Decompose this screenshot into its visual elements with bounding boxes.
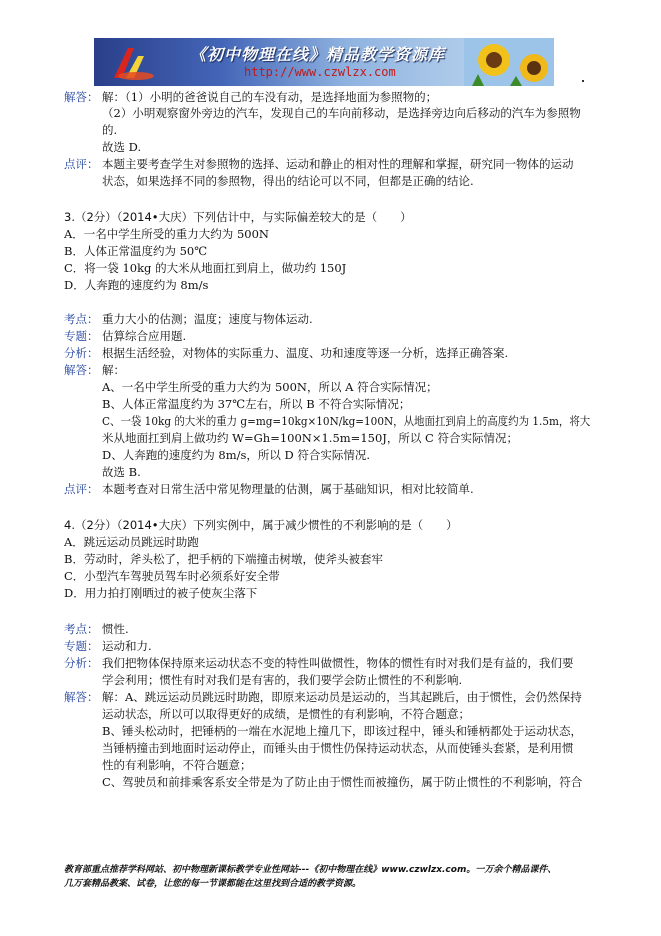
jieda-label: 解答： — [64, 690, 99, 704]
question-4-option-a: A．跳远运动员跳远时助跑 — [64, 535, 199, 549]
kaodian-text: 惯性. — [102, 622, 129, 636]
fenxi-line: 我们把物体保持原来运动状态不变的特性叫做惯性，物体的惯性有时对我们是有益的，我们要 — [102, 656, 574, 670]
jieda-line: C、驾驶员和前排乘客系安全带是为了防止由于惯性而被撞伤，属于防止惯性的不利影响，符合 — [102, 775, 583, 789]
zhuanti-label: 专题： — [64, 639, 99, 653]
jieda-line: 解：A、跳远运动员跳远时助跑，即原来运动员是运动的，当其起跳后，由于惯性，会仍然保持 — [102, 690, 582, 704]
kaodian-label: 考点： — [64, 622, 99, 636]
answer-line: 解：（1）小明的爸爸说自己的车没有动，是选择地面为参照物的； — [102, 90, 438, 104]
page-footer — [64, 863, 604, 891]
comment-line: 本题主要考查学生对参照物的选择、运动和静止的相对性的理解和掌握，研究同一物体的运动 — [102, 157, 574, 171]
answer-line: 的. — [102, 123, 118, 137]
jieda-line: D、人奔跑的速度约为 8m/s，所以 D 符合实际情况. — [102, 448, 371, 462]
fenxi-label: 分析： — [64, 656, 99, 670]
jieda-label: 解答： — [64, 363, 99, 377]
kaodian-label: 考点： — [64, 312, 99, 326]
question-3-option-d: D．人奔跑的速度约为 8m/s — [64, 278, 209, 292]
jieda-line: C、一袋 10kg 的大米的重力 g=mg=10kg×10N/kg=100N，从地面扛到肩上的高度约为 1.5m，将大 — [102, 414, 591, 428]
question-4-option-b: B．劳动时，斧头松了，把手柄的下端撞击树墩，使斧头被套牢 — [64, 552, 383, 566]
zhuanti-label: 专题： — [64, 329, 99, 343]
comment-label-prev: 点评： — [64, 157, 99, 171]
comment-line: 状态，如果选择不同的参照物，得出的结论可以不同，但都是正确的结论. — [102, 174, 474, 188]
answer-line: （2）小明观察窗外旁边的汽车，发现自己的车向前移动，是选择旁边向后移动的汽车为参照物 — [102, 106, 581, 120]
question-4-option-c: C．小型汽车驾驶员驾车时必须系好安全带 — [64, 569, 280, 583]
jieda-line: A、一名中学生所受的重力大约为 500N，所以 A 符合实际情况； — [102, 380, 438, 394]
zhuanti-text: 估算综合应用题. — [102, 329, 187, 343]
question-3-option-a: A．一名中学生所受的重力大约为 500N — [64, 227, 269, 241]
dianping-text: 本题考查对日常生活中常见物理量的估测，属于基础知识，相对比较简单. — [102, 482, 474, 496]
jieda-line: 当锤柄撞击到地面时运动停止，而锤头由于惯性仍保持运动状态，从而使锤头套紧，是利用惯 — [102, 741, 574, 755]
fenxi-line: 学会利用；惯性有时对我们是有害的，我们要学会防止惯性的不利影响. — [102, 673, 463, 687]
footer-line-1: 教育部重点推荐学科网站、初中物理新课标教学专业性网站---《初中物理在线》www.czwlzx.com。一万余个精品课件、 — [64, 865, 557, 875]
jieda-line: 故选 B. — [102, 465, 141, 479]
site-url[interactable]: http://www.czwlzx.com — [244, 65, 396, 79]
dianping-label: 点评： — [64, 482, 99, 496]
jieda-line: 运动状态，所以可以取得更好的成绩，是惯性的有利影响，不符合题意； — [102, 707, 470, 721]
question-4-stem: 4.（2分）（2014•大庆）下列实例中，属于减少惯性的不利影响的是（ ） — [64, 518, 458, 532]
fenxi-label: 分析： — [64, 346, 99, 360]
jieda-line: 米从地面扛到肩上做功约 W=Gh=100N×1.5m=150J，所以 C 符合实际情况； — [102, 431, 518, 445]
jieda-line: 解： — [102, 363, 125, 377]
answer-label-prev: 解答： — [64, 90, 99, 104]
fenxi-text: 根据生活经验，对物体的实际重力、温度、功和速度等逐一分析，选择正确答案. — [102, 346, 509, 360]
jieda-line: B、锤头松动时，把锤柄的一端在水泥地上撞几下，即该过程中，锤头和锤柄都处于运动状态， — [102, 724, 582, 738]
site-title: 《初中物理在线》精品教学资源库 — [190, 45, 446, 64]
question-3-stem: 3.（2分）（2014•大庆）下列估计中，与实际偏差较大的是（ ） — [64, 210, 412, 224]
question-3-option-c: C．将一袋 10kg 的大米从地面扛到肩上，做功约 150J — [64, 261, 347, 275]
question-3-option-b: B．人体正常温度约为 50℃ — [64, 244, 208, 258]
kaodian-text: 重力大小的估测；温度；速度与物体运动. — [102, 312, 313, 326]
question-4-option-d: D．用力拍打刚晒过的被子使灰尘落下 — [64, 586, 258, 600]
jieda-line: B、人体正常温度约为 37℃左右，所以 B 不符合实际情况； — [102, 397, 411, 411]
footer-line-2: 几万套精品教案、试卷，让您的每一节课都能在这里找到合适的教学资源。 — [64, 879, 362, 889]
zhuanti-text: 运动和力. — [102, 639, 152, 653]
answer-line: 故选 D. — [102, 140, 142, 154]
jieda-line: 性的有利影响，不符合题意； — [102, 758, 252, 772]
